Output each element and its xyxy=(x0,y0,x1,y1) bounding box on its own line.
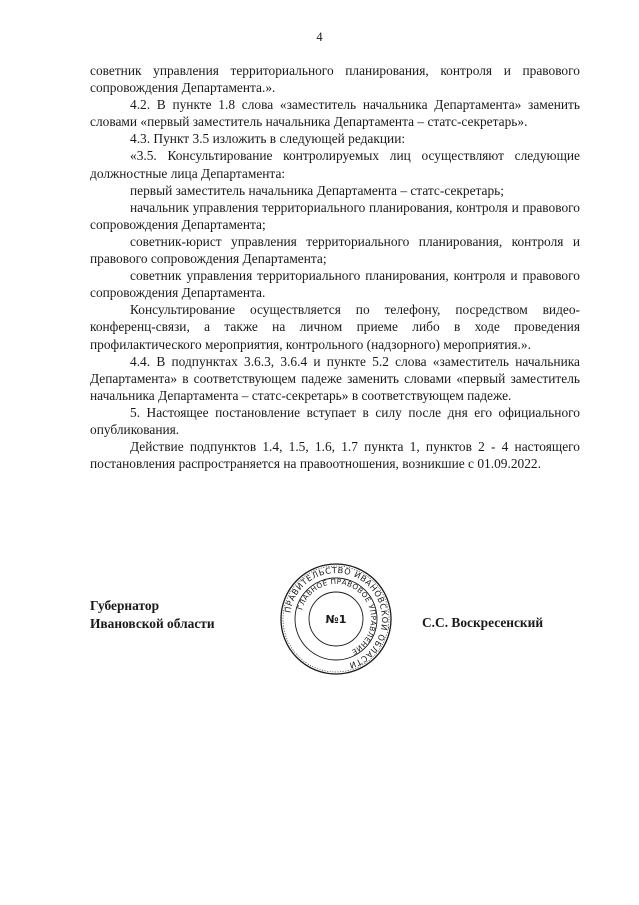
paragraph: начальник управления территориального планирования, контроля и правового сопровождения Департамента; xyxy=(90,199,580,232)
page-number: 4 xyxy=(316,30,323,44)
paragraph: Действие подпунктов 1.4, 1.5, 1.6, 1.7 пункта 1, пунктов 2 - 4 настоящего постановления распространяется на правоотношения, возникшие с 01.09.2022. xyxy=(90,439,580,472)
paragraph: советник-юрист управления территориального планирования, контроля и правового сопровождения Департамента; xyxy=(90,233,580,267)
paragraph: первый заместитель начальника Департамента – статс-секретарь; xyxy=(130,182,505,198)
paragraph: Консультирование осуществляется по телефону, посредством видео-конференц-связи, а также на личном приеме либо в ходе проведения профилактического мероприятия, контрольного (надзорного) мероприятия.». xyxy=(90,302,580,352)
official-seal-stamp xyxy=(279,562,393,676)
signature-block xyxy=(90,597,215,633)
signer-region: Ивановской области xyxy=(90,616,215,631)
paragraph: 4.2. В пункте 1.8 слова «заместитель начальника Департамента» заменить словами «первый заместитель начальника Департамента – статс-секретарь». xyxy=(90,97,580,130)
paragraph: 5. Настоящее постановление вступает в силу после дня его официального опубликования. xyxy=(90,404,580,437)
paragraph: «3.5. Консультирование контролируемых лиц осуществляют следующие должностные лица Департамента: xyxy=(90,148,580,181)
paragraph: 4.3. Пункт 3.5 изложить в следующей редакции: xyxy=(130,131,406,147)
signer-name: С.С. Воскресенский xyxy=(422,615,544,630)
paragraph: советник управления территориального планирования, контроля и правового сопровождения Департамента. xyxy=(90,268,580,301)
document-body xyxy=(90,62,580,472)
seal-inner-text: ГЛАВНОЕ ПРАВОВОЕ УПРАВЛЕНИЕ xyxy=(295,576,379,657)
paragraph: советник управления территориального планирования, контроля и правового сопровождения Департамента.». xyxy=(90,63,580,96)
seal-outer-text: ПРАВИТЕЛЬСТВО ИВАНОВСКОЙ ОБЛАСТИ xyxy=(282,564,391,671)
paragraph: 4.4. В подпунктах 3.6.3, 3.6.4 и пункте 5.2 слова «заместитель начальника Департамента» в соответствующем падеже заменить словами «первый заместитель начальника Департамента – статс-секретарь» в соответствующем падеже. xyxy=(90,353,580,403)
signer-position: Губернатор xyxy=(90,598,160,613)
seal-number: №1 xyxy=(325,613,347,626)
